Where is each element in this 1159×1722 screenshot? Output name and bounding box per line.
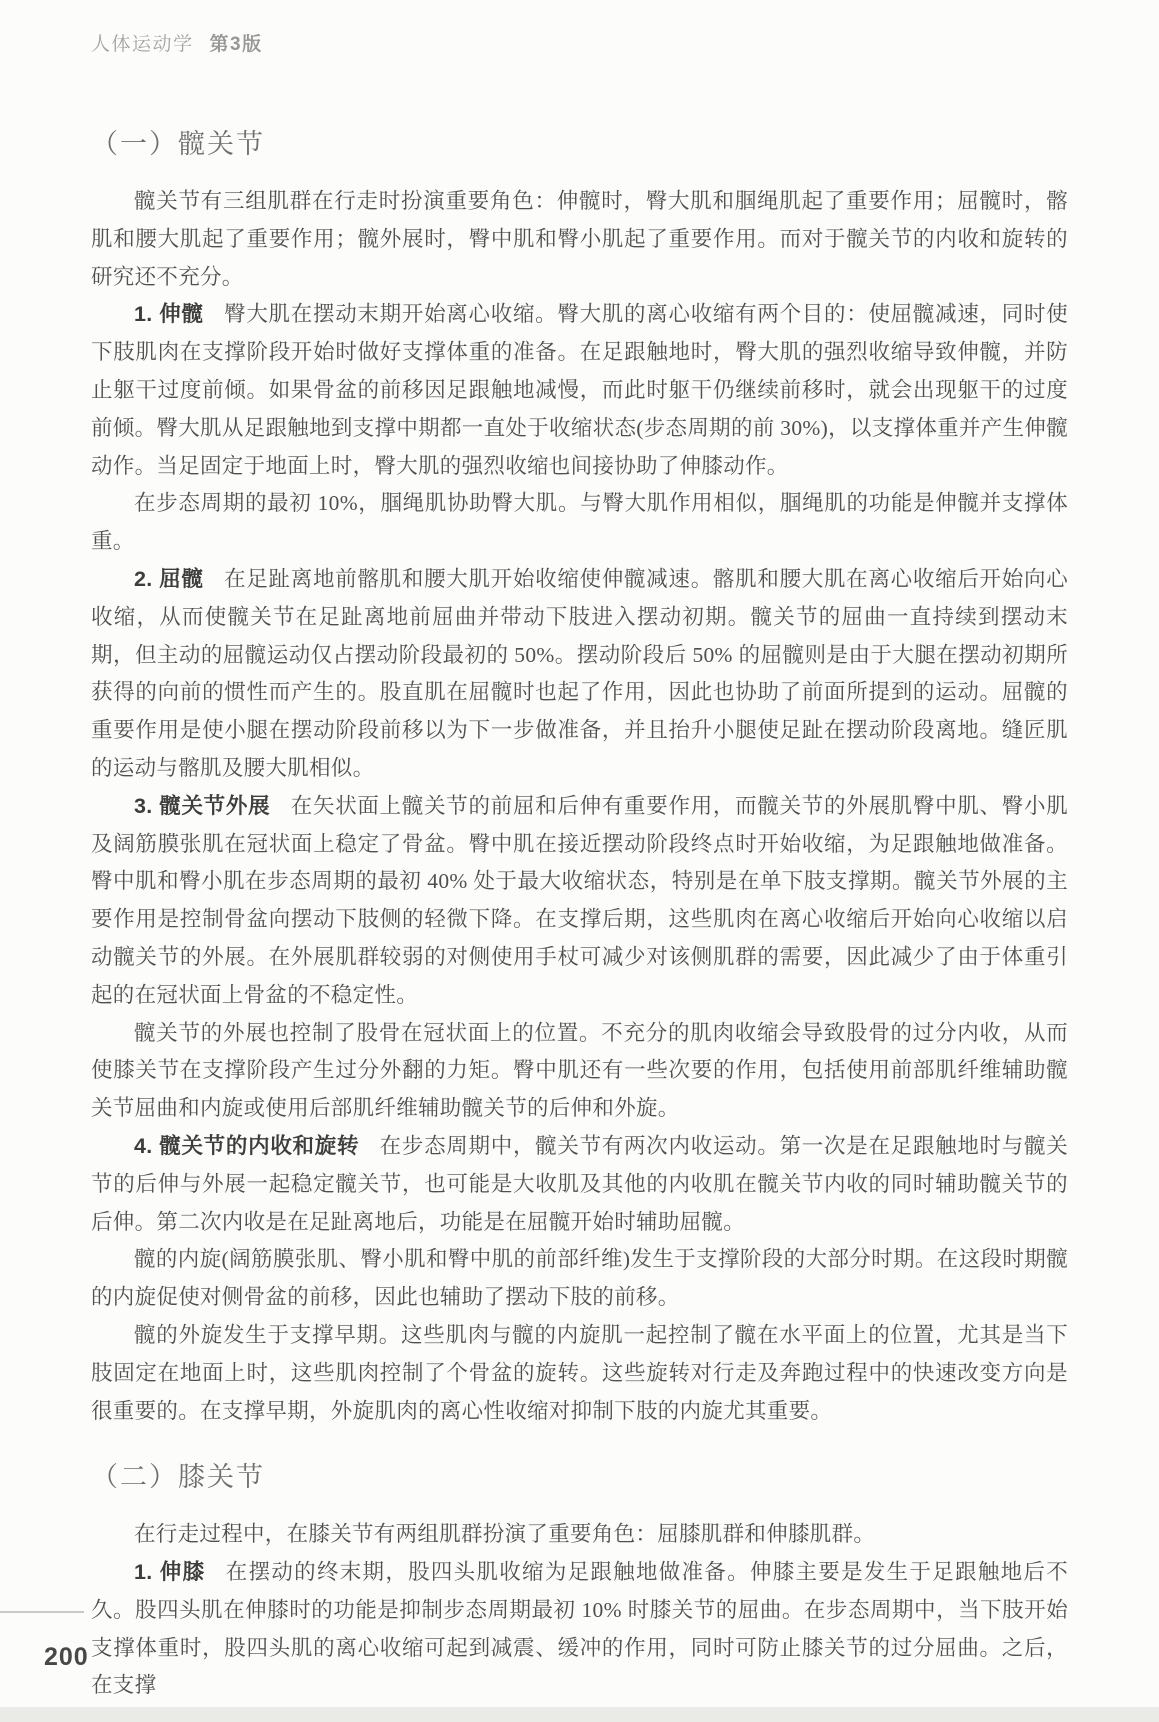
- paragraph-lead: 2. 屈髋: [134, 566, 204, 591]
- paragraph-lead: 4. 髋关节的内收和旋转: [134, 1133, 360, 1158]
- paragraph-text: 在足趾离地前髂肌和腰大肌开始收缩使伸髋减速。髂肌和腰大肌在离心收缩后开始向心收缩，从而使髋关节在足趾离地前屈曲并带动下肢进入摆动初期。髋关节的屈曲一直持续到摆动末期，但主动的屈髋运动仅占摆动阶段最初的 50%。摆动阶段后 50% 的屈髋则是由于大腿在摆动初期所获得的向前的惯性而产生的。股直肌在屈髋时也起了作用，因此也协助了前面所提到的运动。屈髋的重要作用是使小腿在摆动阶段前移以为下一步做准备，并且抬升小腿使足趾在摆动阶段离地。缝匠肌的运动与髂肌及腰大肌相似。: [91, 566, 1069, 780]
- section-title-knee-joint: （二）膝关节: [91, 1462, 265, 1493]
- paragraph-text: 臀大肌在摆动末期开始离心收缩。臀大肌的离心收缩有两个目的：使屈髋减速，同时使下肢肌肉在支撑阶段开始时做好支撑体重的准备。在足跟触地时，臀大肌的强烈收缩导致伸髋，并防止躯干过度前倾。如果骨盆的前移因足跟触地减慢，而此时躯干仍继续前移时，就会出现躯干的过度前倾。臀大肌从足跟触地到支撑中期都一直处于收缩状态(步态周期的前 30%)，以支撑体重并产生伸髋动作。当足固定于地面上时，臀大肌的强烈收缩也间接协助了伸膝动作。: [91, 302, 1069, 478]
- footer-rule: [0, 1611, 84, 1613]
- paragraph-text: 髋关节的外展也控制了股骨在冠状面上的位置。不充分的肌肉收缩会导致股骨的过分内收，从而使膝关节在支撑阶段产生过分外翻的力矩。臀中肌还有一些次要的作用，包括使用前部肌纤维辅助髋关节屈曲和内旋或使用后部肌纤维辅助髋关节的后伸和外旋。: [91, 1020, 1068, 1121]
- paragraph-text: 在步态周期中，髋关节有两次内收运动。第一次是在足跟触地时与髋关节的后伸与外展一起稳定髋关节，也可能是大收肌及其他的内收肌在髋关节内收的同时辅助髋关节的后伸。第二次内收是在足趾离地后，功能是在屈髋开始时辅助屈髋。: [91, 1133, 1068, 1234]
- paragraph-text: 髋的外旋发生于支撑早期。这些肌肉与髋的内旋肌一起控制了髋在水平面上的位置，尤其是当下肢固定在地面上时，这些肌肉控制了个骨盆的旋转。这些旋转对行走及奔跑过程中的快速改变方向是很重要的。在支撑早期，外旋肌肉的离心性收缩对抑制下肢的内旋尤其重要。: [91, 1322, 1068, 1423]
- paragraph-text: 在摆动的终末期，股四头肌收缩为足跟触地做准备。伸膝主要是发生于足跟触地后不久。股四头肌在伸膝时的功能是抑制步态周期最初 10% 时膝关节的屈曲。在步态周期中，当下肢开始支撑体重时，股四头肌的离心收缩可起到减震、缓冲的作用，同时可防止膝关节的过分屈曲。之后，在支撑: [91, 1560, 1068, 1698]
- book-title: 人体运动学: [91, 34, 194, 55]
- edition-label: 第3版: [209, 34, 263, 55]
- section-title-hip-joint: （一）髋关节: [91, 129, 265, 159]
- paragraph-lead: 3. 髋关节外展: [134, 793, 271, 818]
- paragraph-text: 髋关节有三组肌群在行走时扮演重要角色：伸髋时，臀大肌和腘绳肌起了重要作用；屈髋时，髂肌和腰大肌起了重要作用；髋外展时，臀中肌和臀小肌起了重要作用。而对于髋关节的内收和旋转的研究还不充分。: [91, 189, 1068, 289]
- paragraph-lead: 1. 伸髋: [134, 302, 204, 327]
- page-body: [91, 124, 1068, 1705]
- paragraph: [91, 296, 1068, 485]
- paragraph: [91, 485, 1068, 561]
- page-bottom-edge: [0, 1707, 1159, 1722]
- paragraph: [91, 1554, 1068, 1705]
- paragraph-text: 在矢状面上髋关节的前屈和后伸有重要作用，而髋关节的外展肌臀中肌、臀小肌及阔筋膜张肌在冠状面上稳定了骨盆。臀中肌在接近摆动阶段终点时开始收缩，为足跟触地做准备。臀中肌和臀小肌在步态周期的最初 40% 处于最大收缩状态，特别是在单下肢支撑期。髋关节外展的主要作用是控制骨盆向摆动下肢侧的轻微下降。在支撑后期，这些肌肉在离心收缩后开始向心收缩以启动髋关节的外展。在外展肌群较弱的对侧使用手杖可减少对该侧肌群的需要，因此减少了由于体重引起的在冠状面上骨盆的不稳定性。: [91, 793, 1068, 1007]
- paragraph: [91, 1241, 1068, 1317]
- paragraph-text: 在行走过程中，在膝关节有两组肌群扮演了重要角色：屈膝肌群和伸膝肌群。: [134, 1522, 876, 1547]
- paragraph: [91, 1128, 1068, 1241]
- paragraph-text: 髋的内旋(阔筋膜张肌、臀小肌和臀中肌的前部纤维)发生于支撑阶段的大部分时期。在这段时期髋的内旋促使对侧骨盆的前移，因此也辅助了摆动下肢的前移。: [91, 1247, 1068, 1310]
- running-head: [91, 29, 263, 56]
- page-number: 200: [44, 1643, 89, 1671]
- paragraph-text: 在步态周期的最初 10%，腘绳肌协助臀大肌。与臀大肌作用相似，腘绳肌的功能是伸髋并支撑体重。: [91, 491, 1068, 554]
- paragraph: [91, 788, 1068, 1015]
- paragraph-lead: 1. 伸膝: [134, 1560, 206, 1585]
- paragraph: [91, 1516, 1068, 1554]
- paragraph: [91, 1015, 1068, 1128]
- paragraph: [91, 561, 1068, 788]
- paragraph: [91, 1317, 1068, 1430]
- paragraph: [91, 183, 1068, 296]
